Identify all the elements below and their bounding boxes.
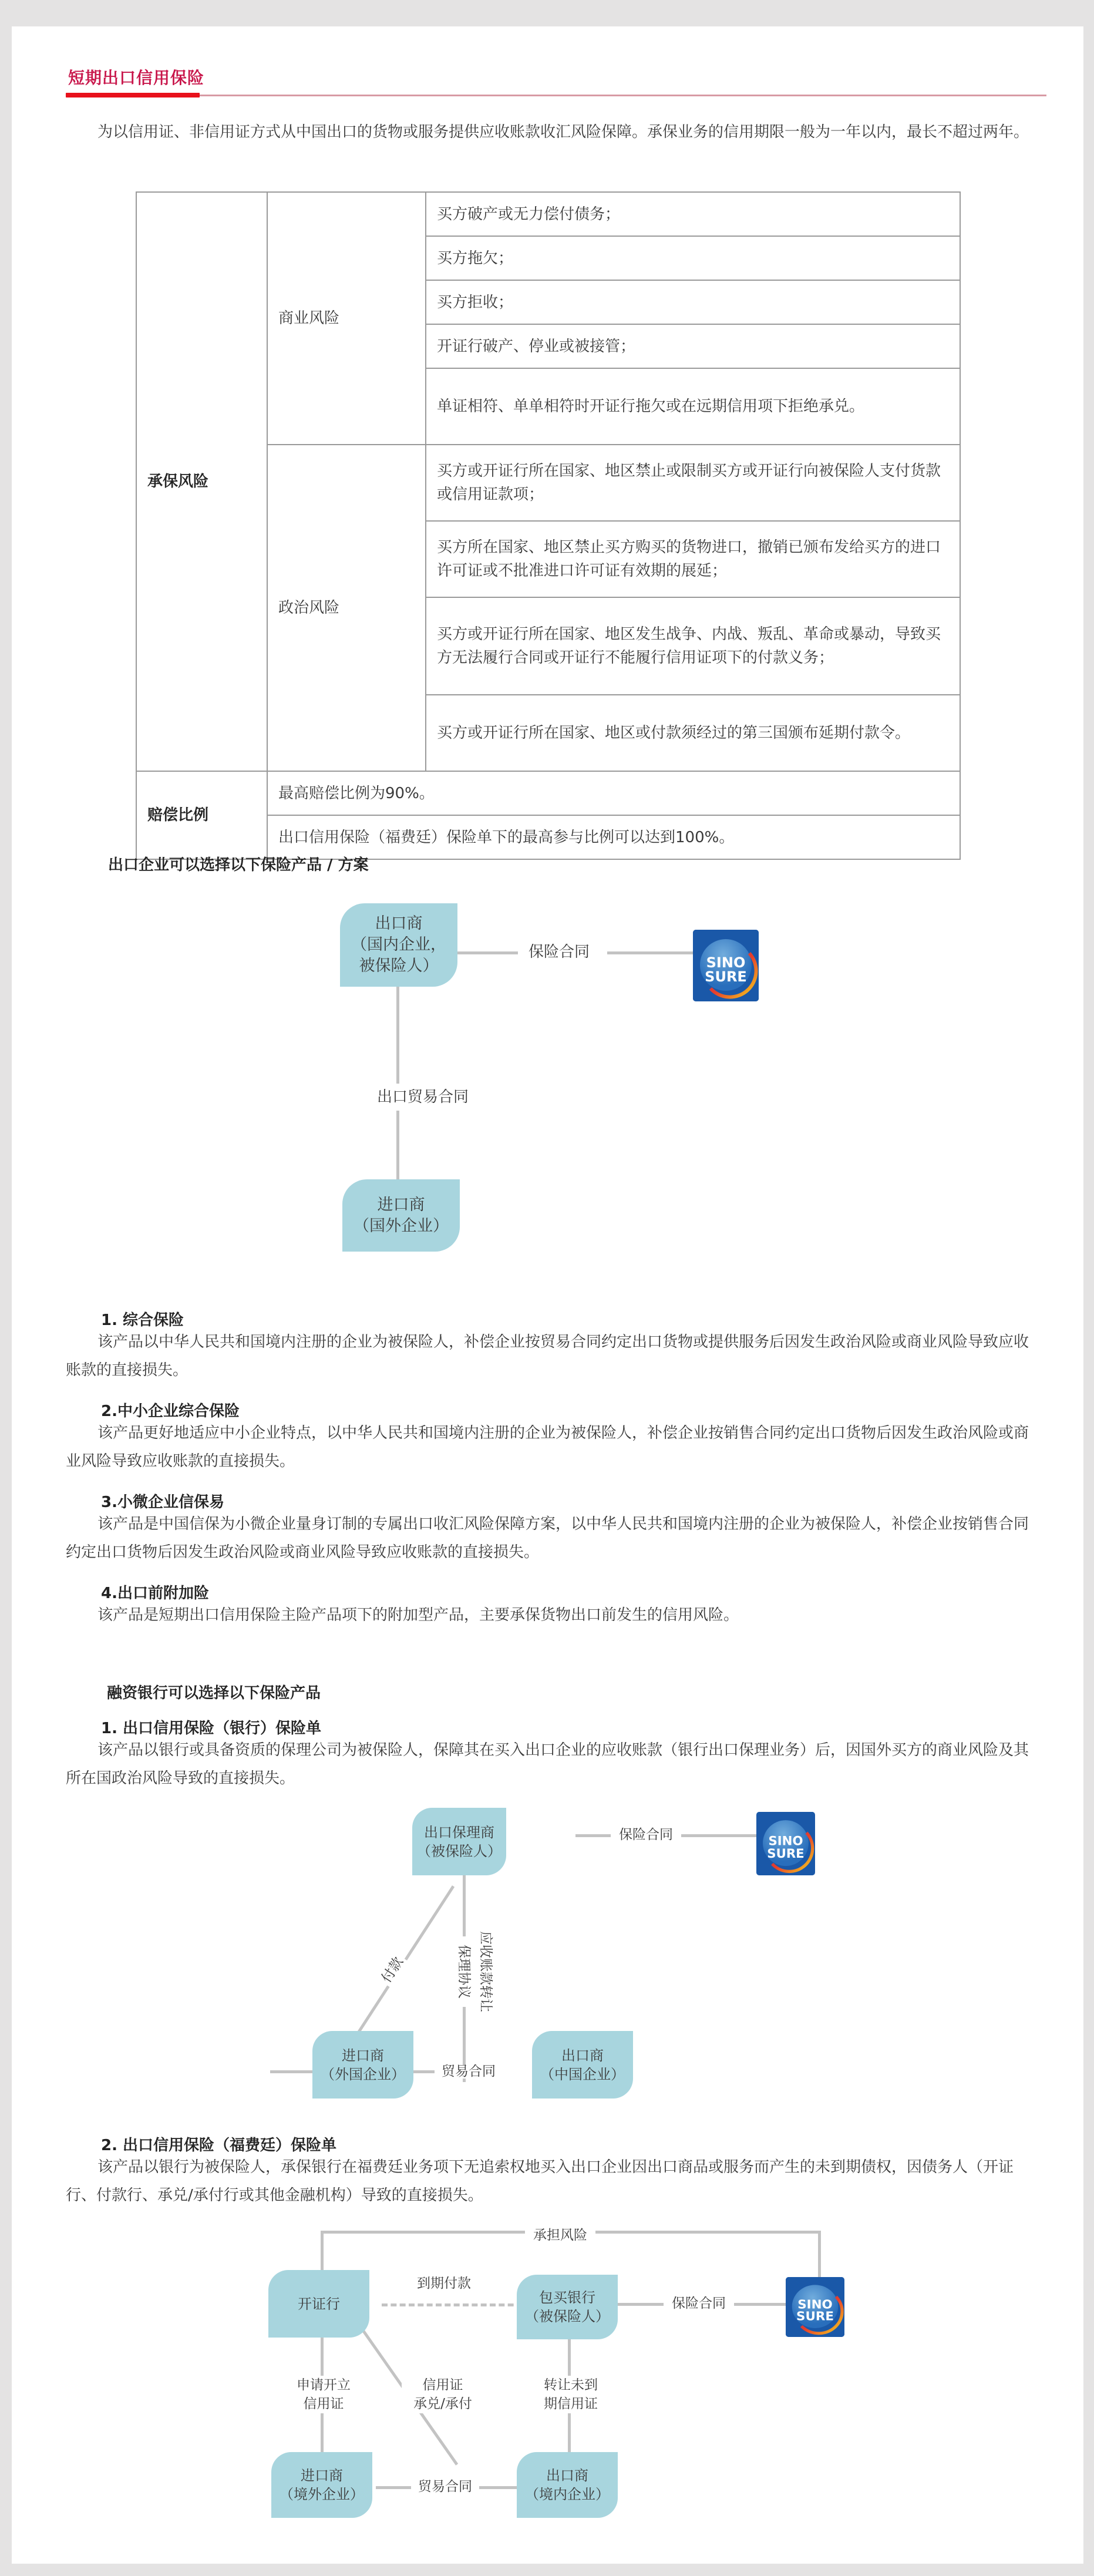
commercial-risk-item: 单证相符、单单相符时开证行拖欠或在远期信用项下拒绝承兑。	[426, 368, 960, 445]
trade-contract-label: 出口贸易合同	[373, 1084, 472, 1111]
sinosure-logo-icon	[693, 930, 759, 1001]
sinosure-logo	[786, 2277, 844, 2337]
label-line: 承兑/承付	[413, 2396, 472, 2412]
sinosure-logo	[693, 930, 759, 1001]
product-description: 该产品是短期出口信用保险主险产品项下的附加型产品，主要承保货物出口前发生的信用风险。	[97, 1606, 739, 1624]
node-text: 包买银行	[539, 2289, 595, 2306]
maturity-payment-label: 到期付款	[417, 2276, 471, 2291]
node-text: 进口商	[301, 2467, 343, 2484]
issuing-bank-node	[268, 2270, 369, 2338]
political-risk-item: 买方或开证行所在国家、地区禁止或限制买方或开证行向被保险人支付货款或信用证款项；	[426, 445, 960, 521]
product-title: 2.中小企业综合保险	[101, 1403, 240, 1420]
page-card	[12, 26, 1083, 2564]
product-title: 4.出口前附加险	[101, 1585, 209, 1602]
svg-text:SINO: SINO	[768, 1834, 803, 1849]
product-description: 该产品以银行或具备资质的保理公司为被保险人，保障其在买入出口企业的应收账款（银行出口保理业务）后，因国外买方的商业风险及其所在国政治风险导致的直接损失。	[66, 1741, 1029, 1787]
sinosure-logo-icon	[786, 2277, 844, 2337]
exporter-node	[532, 2031, 633, 2099]
transfer-lc-label	[534, 2376, 607, 2413]
node-text: 出口商	[375, 914, 423, 933]
insurance-contract-label: 保险合同	[518, 944, 607, 960]
trade-contract-label: 贸易合同	[435, 2065, 503, 2079]
sinosure-logo-icon	[756, 1812, 815, 1875]
insurance-contract-label: 保险合同	[664, 2297, 734, 2311]
section-title: 短期出口信用保险	[68, 68, 205, 88]
commercial-risk-item: 买方拖欠；	[426, 236, 960, 280]
product-description: 该产品以中华人民共和国境内注册的企业为被保险人，补偿企业按贸易合同约定出口货物或提供服务后因发生政治风险或商业风险导致应收账款的直接损失。	[66, 1333, 1029, 1379]
intro-paragraph: 为以信用证、非信用证方式从中国出口的货物或服务提供应收账款收汇风险保障。承保业务的信用期限一般为一年以内，最长不超过两年。	[97, 123, 1029, 141]
node-text: 出口商	[546, 2467, 588, 2484]
trade-contract-label: 贸易合同	[411, 2480, 479, 2494]
node-text: 进口商	[342, 2047, 384, 2064]
label-line: 转让未到	[544, 2377, 598, 2393]
exporter-products-heading: 出口企业可以选择以下保险产品 / 方案	[108, 856, 369, 874]
svg-text:SURE: SURE	[705, 968, 747, 985]
svg-text:SURE: SURE	[767, 1846, 804, 1861]
lc-acceptance-label	[402, 2376, 484, 2413]
label-line: 信用证	[422, 2377, 463, 2393]
title-divider	[66, 95, 1046, 96]
export-factor-node	[412, 1808, 506, 1875]
product-title: 2. 出口信用保险（福费廷）保险单	[101, 2137, 337, 2154]
importer-node	[342, 1179, 460, 1252]
bank-products-heading: 融资银行可以选择以下保险产品	[107, 1684, 321, 1702]
political-risk-item: 买方或开证行所在国家、地区或付款须经过的第三国颁布延期付款令。	[426, 695, 960, 771]
exporter-node	[517, 2452, 618, 2518]
receivable-transfer-label	[473, 1922, 499, 2022]
svg-text:SURE: SURE	[796, 2309, 834, 2323]
node-text: （中国企业）	[540, 2066, 625, 2083]
product-description: 该产品更好地适应中小企业特点，以中华人民共和国境内注册的企业为被保险人，补偿企业按销售合同约定出口货物后因发生政治风险或商业风险导致应收账款的直接损失。	[66, 1424, 1029, 1470]
node-text: 被保险人）	[359, 957, 439, 975]
commercial-risk-item: 买方拒收；	[426, 280, 960, 324]
node-text: （境内企业）	[525, 2486, 610, 2503]
label-line: 信用证	[303, 2396, 344, 2412]
label-line: 保理协议	[456, 1945, 472, 1999]
svg-text:SINO: SINO	[797, 2298, 833, 2312]
sinosure-logo	[756, 1812, 815, 1875]
node-text: 出口保理商	[424, 1824, 494, 1841]
maturity-payment-dashed-line	[382, 2303, 523, 2306]
risk-table	[136, 191, 961, 860]
label-line: 申请开立	[297, 2377, 351, 2393]
bear-risk-label: 承担风险	[525, 2229, 595, 2242]
node-text: （被保险人）	[525, 2308, 610, 2325]
exporter-node	[340, 903, 457, 987]
compensation-item: 出口信用保险（福费廷）保险单下的最高参与比例可以达到100%。	[267, 815, 960, 859]
commercial-risk-item: 开证行破产、停业或被接管；	[426, 324, 960, 368]
commercial-risk-item: 买方破产或无力偿付债务；	[426, 192, 960, 236]
compensation-label: 赔偿比例	[136, 771, 267, 859]
apply-lc-label	[289, 2376, 358, 2413]
underwriting-risk-label: 承保风险	[136, 192, 267, 771]
product-title: 1. 综合保险	[101, 1311, 184, 1329]
product-title: 1. 出口信用保险（银行）保险单	[101, 1720, 322, 1737]
importer-node	[271, 2452, 372, 2518]
political-risk-item: 买方或开证行所在国家、地区发生战争、内战、叛乱、革命或暴动，导致买方无法履行合同或开证行不能履行信用证项下的付款义务；	[426, 597, 960, 695]
label-line: 应收账款转让	[478, 1931, 493, 2012]
political-risk-item: 买方所在国家、地区禁止买方购买的货物进口，撤销已颁布发给买方的进口许可证或不批准进口许可证有效期的展延；	[426, 521, 960, 597]
node-text: 出口商	[561, 2047, 604, 2064]
node-text: 开证行	[298, 2295, 340, 2312]
political-risk-label: 政治风险	[267, 445, 426, 771]
compensation-item: 最高赔偿比例为90%。	[267, 771, 960, 815]
node-text: （国内企业，	[351, 936, 446, 954]
product-description: 该产品是中国信保为小微企业量身订制的专属出口收汇风险保障方案，以中华人民共和国境内注册的企业为被保险人，补偿企业按销售合同约定出口货物后因发生政治风险或商业风险导致应收账款的直接损失。	[66, 1515, 1029, 1561]
node-text: （境外企业）	[280, 2486, 364, 2503]
label-line: 期信用证	[544, 2396, 598, 2412]
product-title: 3.小微企业信保易	[101, 1494, 224, 1511]
commercial-risk-label: 商业风险	[267, 192, 426, 445]
insurance-contract-label: 保险合同	[611, 1828, 681, 1842]
payment-label: 付款	[375, 1951, 411, 1990]
node-text: （国外企业）	[354, 1216, 449, 1235]
node-text: 进口商	[377, 1195, 425, 1214]
title-accent-bar	[66, 93, 200, 97]
node-text: （外国企业）	[321, 2066, 405, 2083]
product-description: 该产品以银行为被保险人，承保银行在福费廷业务项下无追索权地买入出口企业因出口商品或服务而产生的未到期债权，因债务人（开证行、付款行、承兑/承付行或其他金融机构）导致的直接损失。	[66, 2158, 1014, 2204]
forfaiting-bank-node	[517, 2275, 618, 2339]
importer-node	[312, 2031, 413, 2099]
node-text: （被保险人）	[417, 1842, 501, 1859]
svg-text:SINO: SINO	[706, 954, 746, 971]
